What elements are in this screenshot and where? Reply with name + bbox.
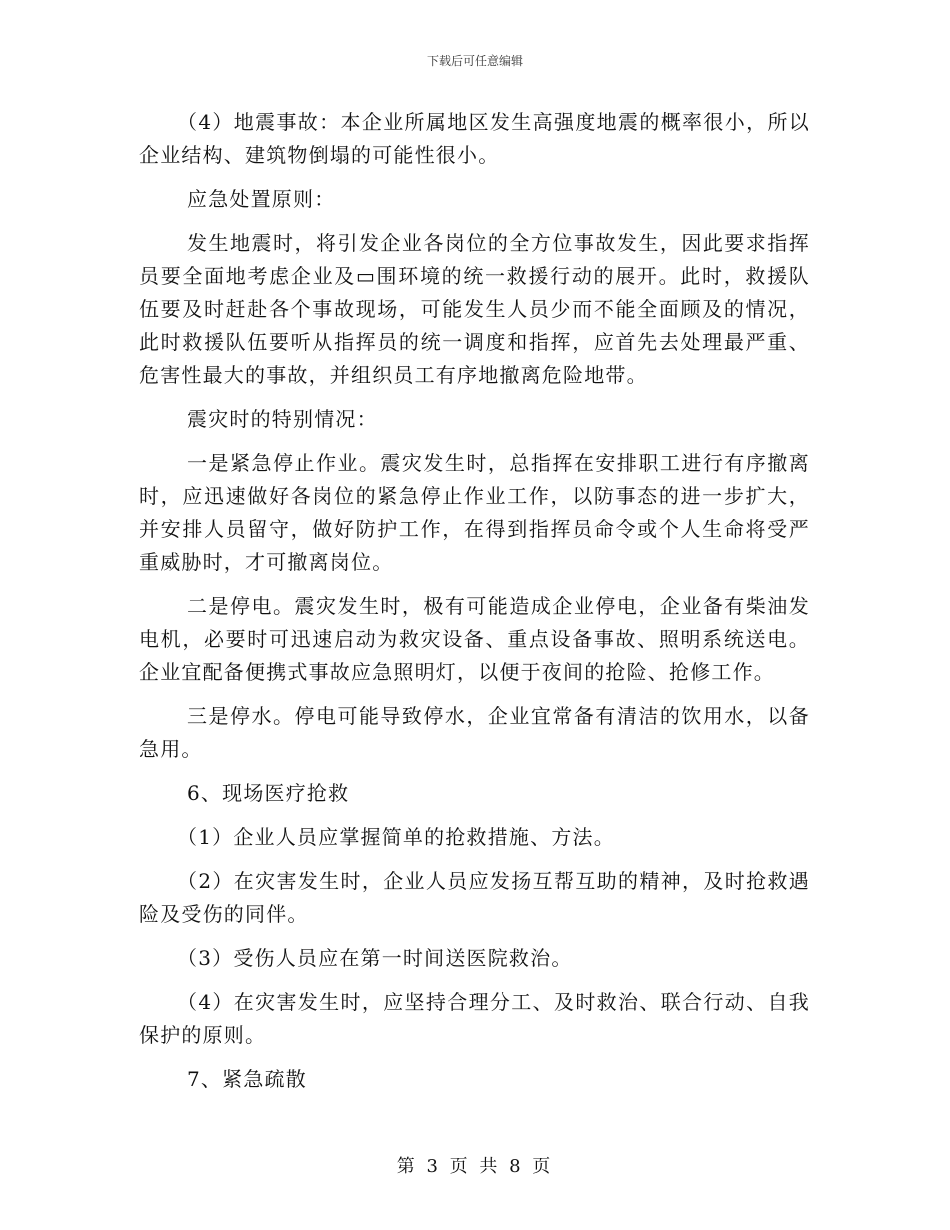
paragraph-water-outage: 三是停水。停电可能导致停水，企业宜常备有清洁的饮用水，以备急用。 bbox=[139, 704, 810, 761]
list-item-medical-1: （1）企业人员应掌握简单的抢救措施、方法。 bbox=[177, 825, 615, 849]
paragraph-special-cases-heading: 震灾时的特别情况： bbox=[187, 407, 378, 431]
page-header: 下载后可任意编辑 bbox=[426, 54, 523, 68]
page-footer: 第 3 页 共 8 页 bbox=[396, 1156, 554, 1177]
paragraph-earthquake-accident: （4）地震事故：本企业所属地区发生高强度地震的概率很小，所以企业结构、建筑物倒塌的可能性很小。 bbox=[139, 110, 810, 167]
section-heading-medical-rescue: 6、现场医疗抢救 bbox=[187, 781, 350, 805]
paragraph-emergency-stop: 一是紧急停止作业。震灾发生时，总指挥在安排职工进行有序撤离时，应迅速做好各岗位的紧急停止作业工作，以防事态的进一步扩大，并安排人员留守，做好防护工作，在得到指挥员命令或个人生命将受严重威胁时，才可撤离岗位。 bbox=[139, 451, 810, 574]
list-item-medical-4: （4）在灾害发生时，应坚持合理分工、及时救治、联合行动、自我保护的原则。 bbox=[139, 990, 810, 1047]
paragraph-response-principle: 发生地震时，将引发企业各岗位的全方位事故发生，因此要求指挥员要全面地考虑企业及▭围环境的统一救援行动的展开。此时，救援队伍要及时赶赴各个事故现场，可能发生人员少而不能全面顾及的情况，此时救援队伍要听从指挥员的统一调度和指挥，应首先去处理最严重、危害性最大的事故，并组织员工有序地撤离危险地带。 bbox=[139, 231, 810, 387]
document-body bbox=[139, 106, 810, 1107]
list-item-medical-2: （2）在灾害发生时，企业人员应发扬互帮互助的精神，及时抢救遇险及受伤的同伴。 bbox=[139, 869, 810, 926]
list-item-medical-3: （3）受伤人员应在第一时间送医院救治。 bbox=[177, 946, 573, 970]
paragraph-power-outage: 二是停电。震灾发生时，极有可能造成企业停电，企业备有柴油发电机，必要时可迅速启动为救灾设备、重点设备事故、照明系统送电。企业宜配备便携式事故应急照明灯，以便于夜间的抢险、抢修工作。 bbox=[139, 594, 810, 684]
paragraph-response-principle-heading: 应急处置原则： bbox=[187, 187, 336, 211]
section-heading-evacuation: 7、紧急疏散 bbox=[187, 1067, 307, 1091]
